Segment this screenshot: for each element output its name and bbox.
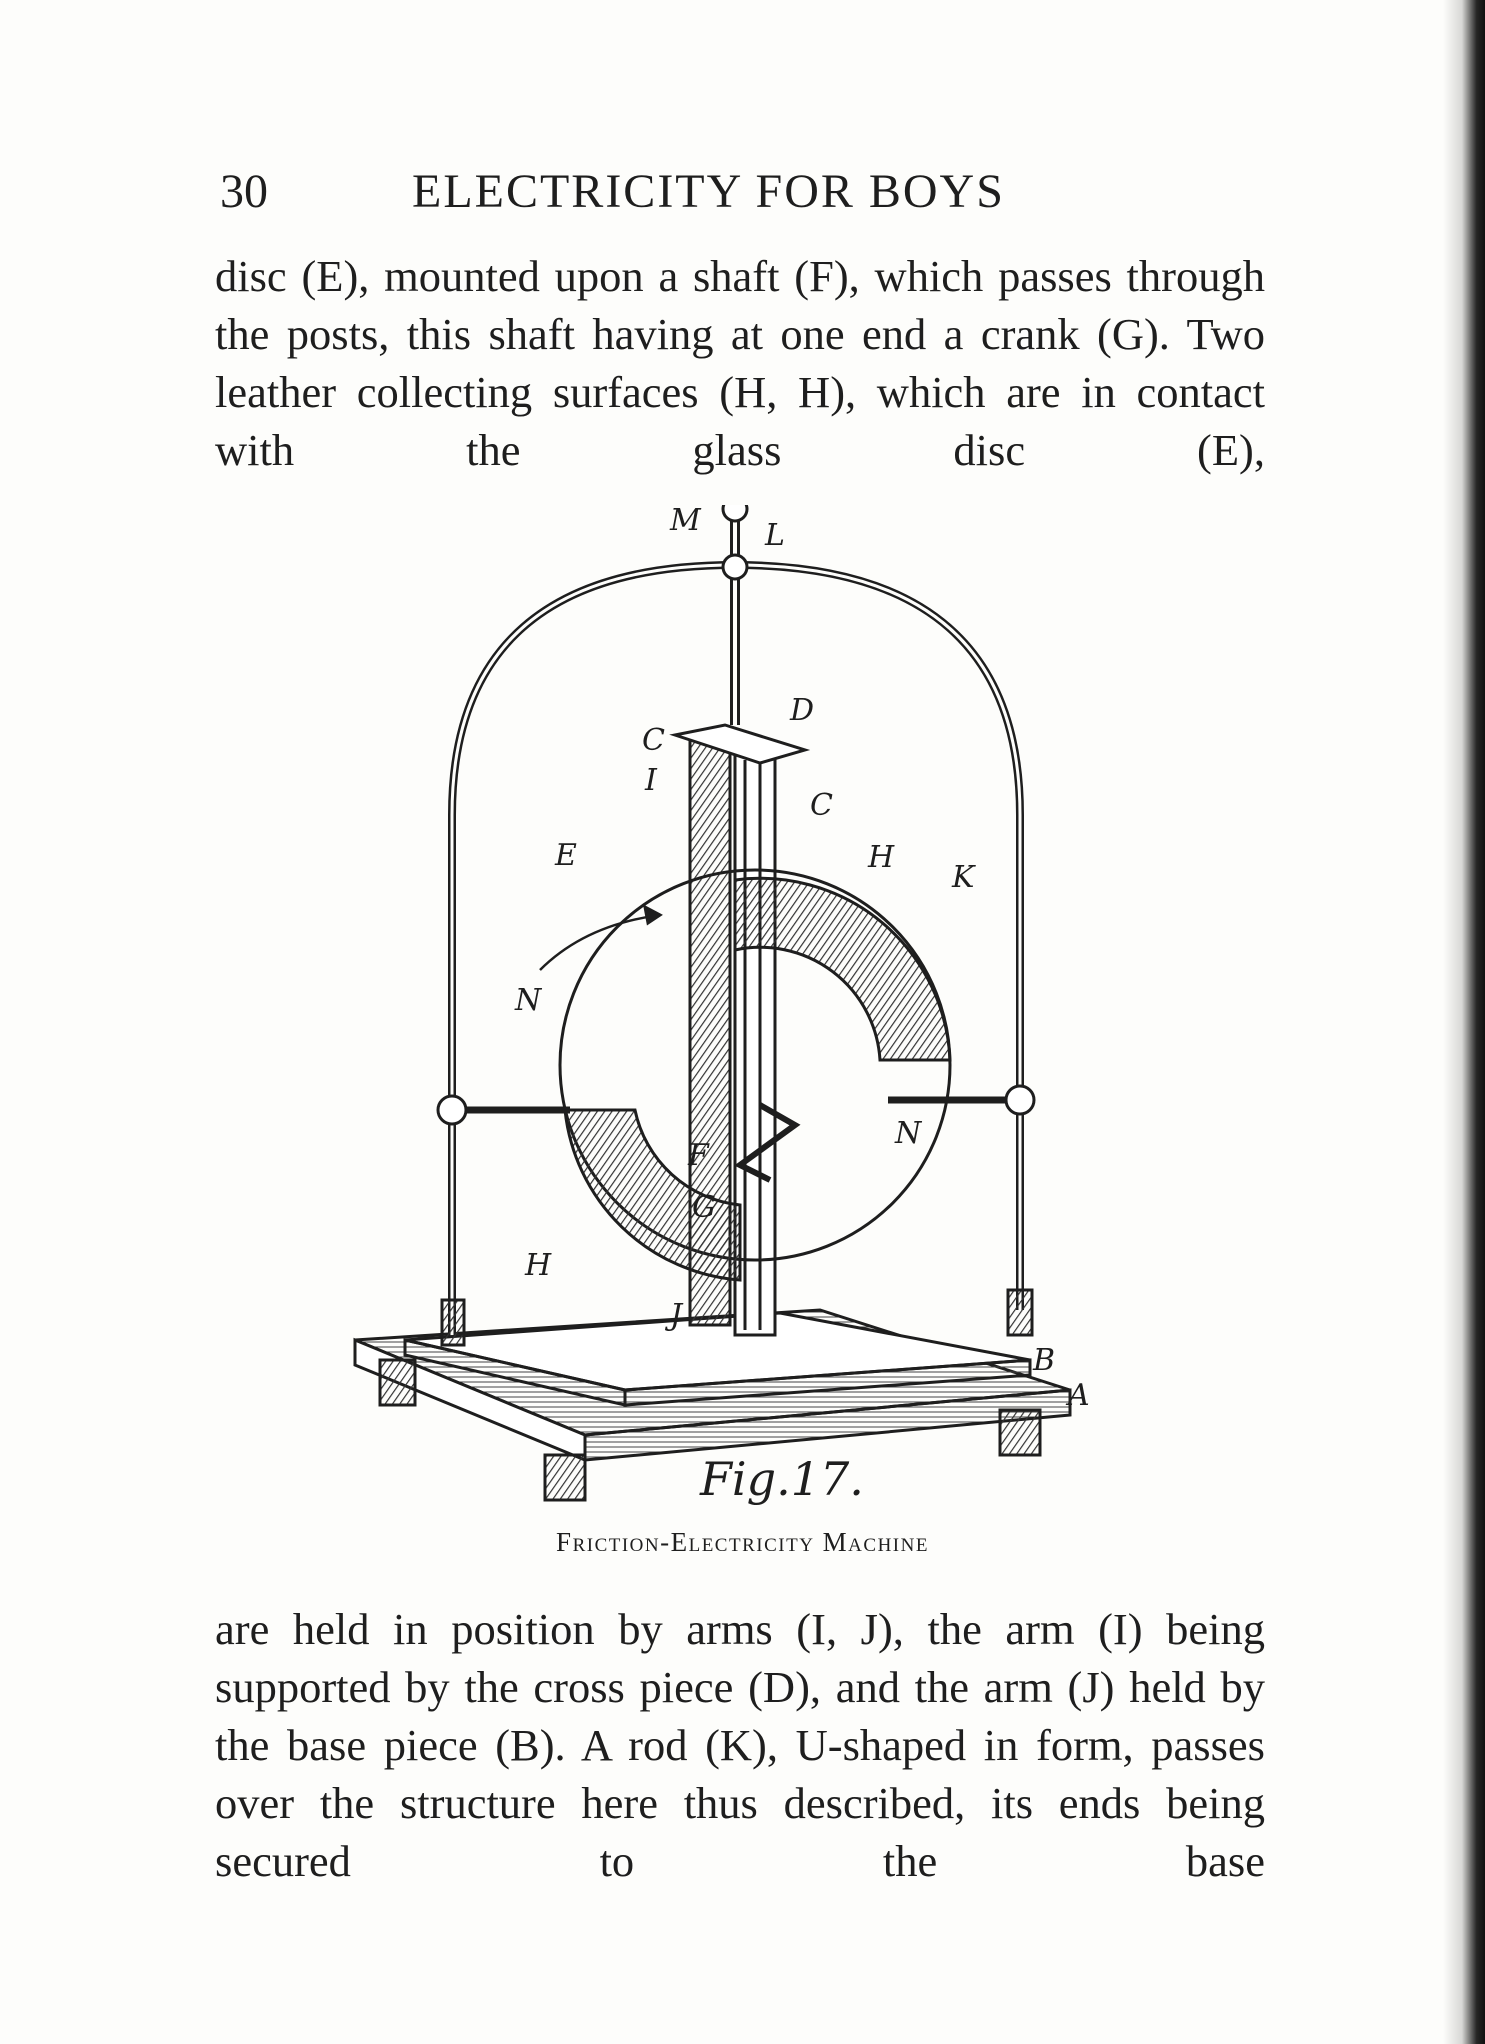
page-header xyxy=(0,162,1485,222)
machine-illustration xyxy=(340,505,1100,1505)
label-c-right: C xyxy=(810,788,833,823)
figure-number: Fig.17. xyxy=(700,1452,864,1505)
running-title: ELECTRICITY FOR BOYS xyxy=(412,165,1005,218)
label-l: L xyxy=(765,518,785,553)
figure-caption: Friction-Electricity Machine xyxy=(556,1527,929,1557)
label-i: I xyxy=(645,763,657,798)
book-spine-shadow xyxy=(1443,0,1485,2044)
label-h-upper: H xyxy=(868,840,895,875)
label-g: G xyxy=(692,1190,716,1225)
label-k: K xyxy=(952,860,975,895)
label-n-left: N xyxy=(515,983,542,1018)
figure-friction-machine xyxy=(340,505,1100,1505)
label-d: D xyxy=(790,693,815,728)
label-f: F xyxy=(688,1138,709,1173)
label-b: B xyxy=(1033,1343,1056,1378)
label-m: M xyxy=(670,505,701,538)
label-a: A xyxy=(1068,1378,1090,1413)
body-text-top: disc (E), mounted upon a shaft (F), which passes through the posts, this shaft having at one end a crank (G). Two leather collecting surfaces (H, H), which are in contact with the glass disc (E), xyxy=(215,251,1265,475)
label-h-lower: H xyxy=(525,1248,552,1283)
page-number: 30 xyxy=(220,165,268,218)
body-text-bottom: are held in position by arms (I, J), the arm (I) being supported by the cross piece (D), and the arm (J) held by the base piece (B). A rod (K), U-shaped in form, passes over the structure here thus described, its ends being secured to the base xyxy=(215,1604,1265,1886)
label-n-right: N xyxy=(895,1116,922,1151)
label-e: E xyxy=(555,838,577,873)
label-j: J xyxy=(670,1298,683,1333)
label-c-left: C xyxy=(642,723,665,758)
